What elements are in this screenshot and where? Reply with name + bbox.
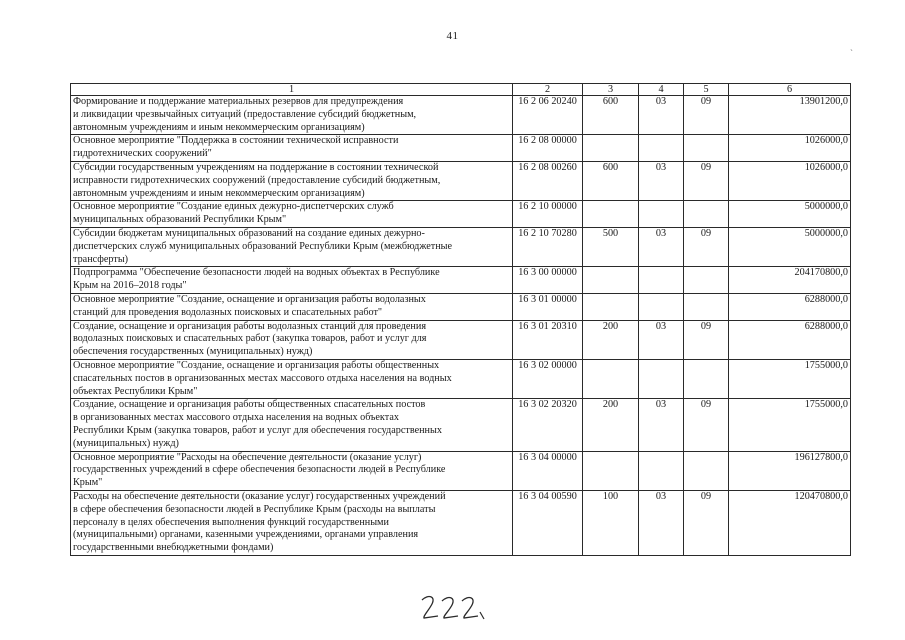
row-sum-cell: 1755000,0: [729, 359, 851, 398]
row-rz-cell: 03: [639, 490, 684, 555]
table-row: [71, 359, 851, 398]
header-cell: 3: [583, 84, 639, 96]
row-name-cell: Субсидии государственным учреждениям на поддержание в состоянии технической исправности гидротехнических сооружений (предоставление субсидий бюджетным, автономным учреждениям и иным некоммерческим организациям): [71, 161, 513, 200]
row-name-cell: Подпрограмма "Обеспечение безопасности людей на водных объектах в Республике Крым на 2016–2018 годы": [71, 267, 513, 294]
row-sum-cell: 196127800,0: [729, 451, 851, 490]
header-cell: 5: [684, 84, 729, 96]
row-sum-cell: 5000000,0: [729, 227, 851, 266]
table-row: [71, 267, 851, 294]
row-pr-cell: 09: [684, 399, 729, 451]
row-name-cell: Создание, оснащение и организация работы водолазных станций для проведения водолазных поисковых и спасательных работ (закупка товаров, работ и услуг для обеспечения государственных (муниципальных) нужд): [71, 320, 513, 359]
row-name-cell: Основное мероприятие "Расходы на обеспечение деятельности (оказание услуг) государственных учреждений в сфере обеспечения безопасности людей в Республике Крым": [71, 451, 513, 490]
row-sum-cell: 5000000,0: [729, 201, 851, 228]
row-rz-cell: [639, 359, 684, 398]
row-name-cell: Создание, оснащение и организация работы общественных спасательных постов в организованных местах массового отдыха населения на водных объектах Республики Крым (закупка товаров, работ и услуг для обеспечения государственных (муниципальных) нужд): [71, 399, 513, 451]
row-pr-cell: [684, 359, 729, 398]
row-vr-cell: 600: [583, 96, 639, 135]
row-code-cell: 16 2 10 00000: [513, 201, 583, 228]
table-row: [71, 201, 851, 228]
row-code-cell: 16 3 02 00000: [513, 359, 583, 398]
row-rz-cell: [639, 293, 684, 320]
row-name-cell: Основное мероприятие "Создание, оснащение и организация работы общественных спасательных постов в организованных местах массового отдыха населения на водных объектах Республики Крым": [71, 359, 513, 398]
row-pr-cell: [684, 267, 729, 294]
row-vr-cell: [583, 201, 639, 228]
row-rz-cell: 03: [639, 227, 684, 266]
row-sum-cell: 6288000,0: [729, 293, 851, 320]
row-pr-cell: 09: [684, 96, 729, 135]
header-cell: 1: [71, 84, 513, 96]
row-rz-cell: 03: [639, 96, 684, 135]
row-code-cell: 16 2 08 00000: [513, 135, 583, 162]
table-row: [71, 293, 851, 320]
table-row: [71, 96, 851, 135]
row-rz-cell: [639, 267, 684, 294]
table-row: [71, 399, 851, 451]
row-code-cell: 16 3 00 00000: [513, 267, 583, 294]
row-sum-cell: 1026000,0: [729, 161, 851, 200]
row-rz-cell: [639, 201, 684, 228]
row-pr-cell: [684, 293, 729, 320]
row-pr-cell: 09: [684, 490, 729, 555]
row-rz-cell: [639, 451, 684, 490]
table-row: [71, 161, 851, 200]
table-row: [71, 135, 851, 162]
row-code-cell: 16 3 02 20320: [513, 399, 583, 451]
row-name-cell: Субсидии бюджетам муниципальных образований на создание единых дежурно- диспетчерских служб муниципальных образований Республики Крым (межбюджетные трансферты): [71, 227, 513, 266]
row-vr-cell: 100: [583, 490, 639, 555]
row-sum-cell: 1755000,0: [729, 399, 851, 451]
row-code-cell: 16 3 04 00000: [513, 451, 583, 490]
row-sum-cell: 1026000,0: [729, 135, 851, 162]
budget-table: [70, 83, 851, 556]
row-pr-cell: 09: [684, 161, 729, 200]
row-sum-cell: 120470800,0: [729, 490, 851, 555]
row-name-cell: Основное мероприятие "Создание единых дежурно-диспетчерских служб муниципальных образований Республики Крым": [71, 201, 513, 228]
row-vr-cell: [583, 451, 639, 490]
row-vr-cell: [583, 293, 639, 320]
header-cell: 4: [639, 84, 684, 96]
row-pr-cell: [684, 451, 729, 490]
row-vr-cell: 200: [583, 399, 639, 451]
table-row: [71, 227, 851, 266]
row-vr-cell: [583, 359, 639, 398]
row-sum-cell: 204170800,0: [729, 267, 851, 294]
row-vr-cell: 600: [583, 161, 639, 200]
table-row: [71, 320, 851, 359]
row-rz-cell: [639, 135, 684, 162]
page-number: 41: [446, 30, 459, 42]
row-name-cell: Основное мероприятие "Поддержка в состоянии технической исправности гидротехнических сооружений": [71, 135, 513, 162]
row-code-cell: 16 3 01 20310: [513, 320, 583, 359]
row-name-cell: Основное мероприятие "Создание, оснащение и организация работы водолазных станций для проведения водолазных поисковых и спасательных работ": [71, 293, 513, 320]
edge-mark: `: [850, 48, 853, 58]
row-code-cell: 16 2 08 00260: [513, 161, 583, 200]
row-vr-cell: [583, 135, 639, 162]
row-vr-cell: [583, 267, 639, 294]
row-pr-cell: 09: [684, 227, 729, 266]
handwritten-signature: [418, 592, 488, 622]
row-vr-cell: 200: [583, 320, 639, 359]
row-rz-cell: 03: [639, 399, 684, 451]
row-code-cell: 16 3 04 00590: [513, 490, 583, 555]
row-code-cell: 16 2 06 20240: [513, 96, 583, 135]
row-sum-cell: 6288000,0: [729, 320, 851, 359]
table-row: [71, 490, 851, 555]
row-sum-cell: 13901200,0: [729, 96, 851, 135]
row-pr-cell: [684, 135, 729, 162]
row-name-cell: Формирование и поддержание материальных резервов для предупреждения и ликвидации чрезвычайных ситуаций (предоставление субсидий бюджетным, автономным учреждениям и иным некоммерческим организациям): [71, 96, 513, 135]
row-vr-cell: 500: [583, 227, 639, 266]
table-body: [71, 96, 851, 556]
row-rz-cell: 03: [639, 320, 684, 359]
row-code-cell: 16 3 01 00000: [513, 293, 583, 320]
header-cell: 6: [729, 84, 851, 96]
table-row: [71, 451, 851, 490]
header-cell: 2: [513, 84, 583, 96]
row-rz-cell: 03: [639, 161, 684, 200]
row-pr-cell: [684, 201, 729, 228]
row-code-cell: 16 2 10 70280: [513, 227, 583, 266]
header-row: [71, 84, 851, 96]
row-name-cell: Расходы на обеспечение деятельности (оказание услуг) государственных учреждений в сфере обеспечения безопасности людей в Республике Крым (расходы на выплаты персоналу в целях обеспечения выполнения функций государственными (муниципальными) органами, казенными учреждениями, органами управления государственными внебюджетными фондами): [71, 490, 513, 555]
row-pr-cell: 09: [684, 320, 729, 359]
